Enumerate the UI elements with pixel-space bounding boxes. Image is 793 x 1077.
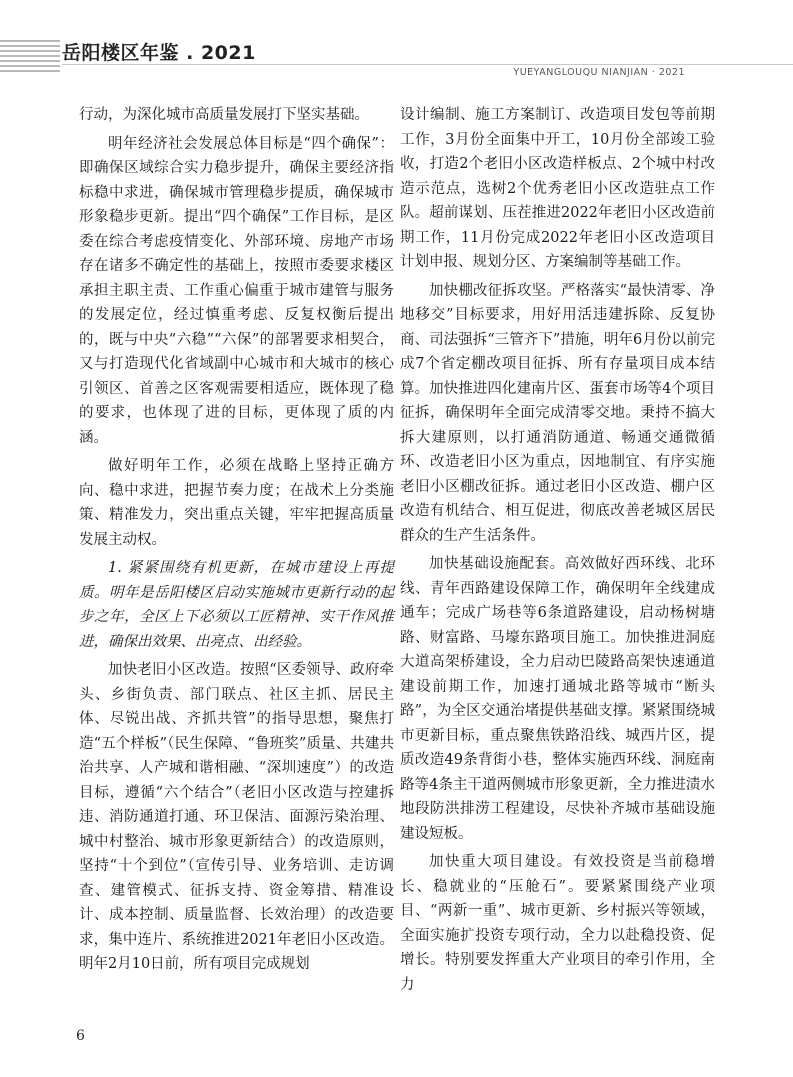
paragraph: 加快棚改征拆攻坚。严格落实“最快清零、净地移交”目标要求，用好用活违建拆除、反复协商、司法强拆“三管齐下”措施，明年6月份以前完成7个省定棚改项目征拆、所有存量项目成本结算。加快推进四化建南片区、蛋套市场等4个项目征拆，确保明年全面完成清零交地。秉持不搞大拆大建原则，以打通消防通道、畅通交通微循环、改造老旧小区为重点，因地制宜、有序实施老旧小区棚改征拆。通过老旧小区改造、棚户区改造有机结合、相互促进，彻底改善老城区居民群众的生产生活条件。 — [400, 282, 715, 544]
running-header-subtitle: YUEYANGLOUQU NIANJIAN · 2021 — [513, 67, 685, 78]
paragraph: 设计编制、施工方案制订、改造项目发包等前期工作，3月份全面集中开工，10月份全部竣工验收，打造2个老旧小区改造样板点、2个城中村改造示范点，选树2个优秀老旧小区改造驻点工作队。超前谋划、压茬推进2022年老旧小区改造前期工作，11月份完成2022年老旧小区改造项目计划申报、规划分区、方案编制等基础工作。 — [400, 107, 715, 270]
paragraph: 加快基础设施配套。高效做好西环线、北环线、青年西路建设保障工作，确保明年全线建成通车；完成广场巷等6条道路建设，启动杨树塘路、财富路、马壕东路项目施工。加快推进洞庭大道高架桥建设，全力启动巴陵路高架快速通道建设前期工作，加速打通城北路等城市“断头路”，为全区交通治堵提供基础支撑。紧紧围绕城市更新目标，重点聚焦铁路沿线、城西片区，提质改造49条背街小巷，整体实施西环线、洞庭南路等4条主干道两侧城市形象更新，全力推进渍水地段防洪排涝工程建设，尽快补齐城市基础设施建设短板。 — [400, 556, 715, 842]
paragraph: 明年经济社会发展总体目标是“四个确保”：即确保区域综合实力稳步提升，确保主要经济指标稳中求进，确保城市管理稳步提质，确保城市形象稳步更新。提出“四个确保”工作目标，是区委在综合考虑疫情变化、外部环境、房地产市场存在诸多不确定性的基础上，按照市委要求楼区承担主职主责、工作重心偏重于城市建管与服务的发展定位，经过慎重考虑、反复权衡后提出的，既与中央“六稳”“六保”的部署要求相契合，又与打造现代化省域副中心城市和大城市的核心引领区、首善之区客观需要相适应，既体现了稳的要求，也体现了进的目标，更体现了质的内涵。 — [79, 135, 394, 446]
page-number: 6 — [76, 1028, 85, 1044]
paragraph: 加快重大项目建设。有效投资是当前稳增长、稳就业的“压舱石”。要紧紧围绕产业项目、“两新一重”、城市更新、乡村振兴等领域，全面实施扩投资专项行动，全力以赴稳投资、促增长。特别要发挥重大产业项目的牵引作用，全力 — [400, 854, 715, 993]
header-rule — [62, 64, 793, 65]
paragraph: 加快老旧小区改造。按照“区委领导、政府牵头、乡街负责、部门联点、社区主抓、居民主体、尽锐出战、齐抓共管”的指导思想，聚焦打造“五个样板”（民生保障、“鲁班奖”质量、共建共治共享、人产城和谐相融、“深圳速度”）的改造目标，遵循“六个结合”（老旧小区改造与控建拆违、消防通道打通、环卫保洁、面源污染治理、城中村整治、城市形象更新结合）的改造原则，坚持“十个到位”（宣传引导、业务培训、走访调查、建管模式、征拆支持、资金筹措、精准设计、成本控制、质量监督、长效治理）的改造要求，集中连片、系统推进2021年老旧小区改造。明年2月10日前，所有项目完成规划 — [79, 662, 394, 972]
header-decoration-lines — [0, 40, 60, 84]
paragraph: 做好明年工作，必须在战略上坚持正确方向、稳中求进，把握节奏力度；在战术上分类施策、精准发力，突出重点关键，牢牢把握高质量发展主动权。 — [79, 458, 394, 548]
right-text-column — [400, 103, 715, 997]
left-text-column — [79, 103, 394, 977]
paragraph: 行动，为深化城市高质量发展打下坚实基础。 — [79, 107, 369, 123]
running-header-title: 岳阳楼区年鉴 . 2021 — [62, 42, 256, 64]
subsection-paragraph: 1. 紧紧围绕有机更新，在城市建设上再提质。明年是岳阳楼区启动实施城市更新行动的起步之年，全区上下必须以工匠精神、实干作风推进，确保出效果、出亮点、出经验。 — [79, 560, 394, 650]
